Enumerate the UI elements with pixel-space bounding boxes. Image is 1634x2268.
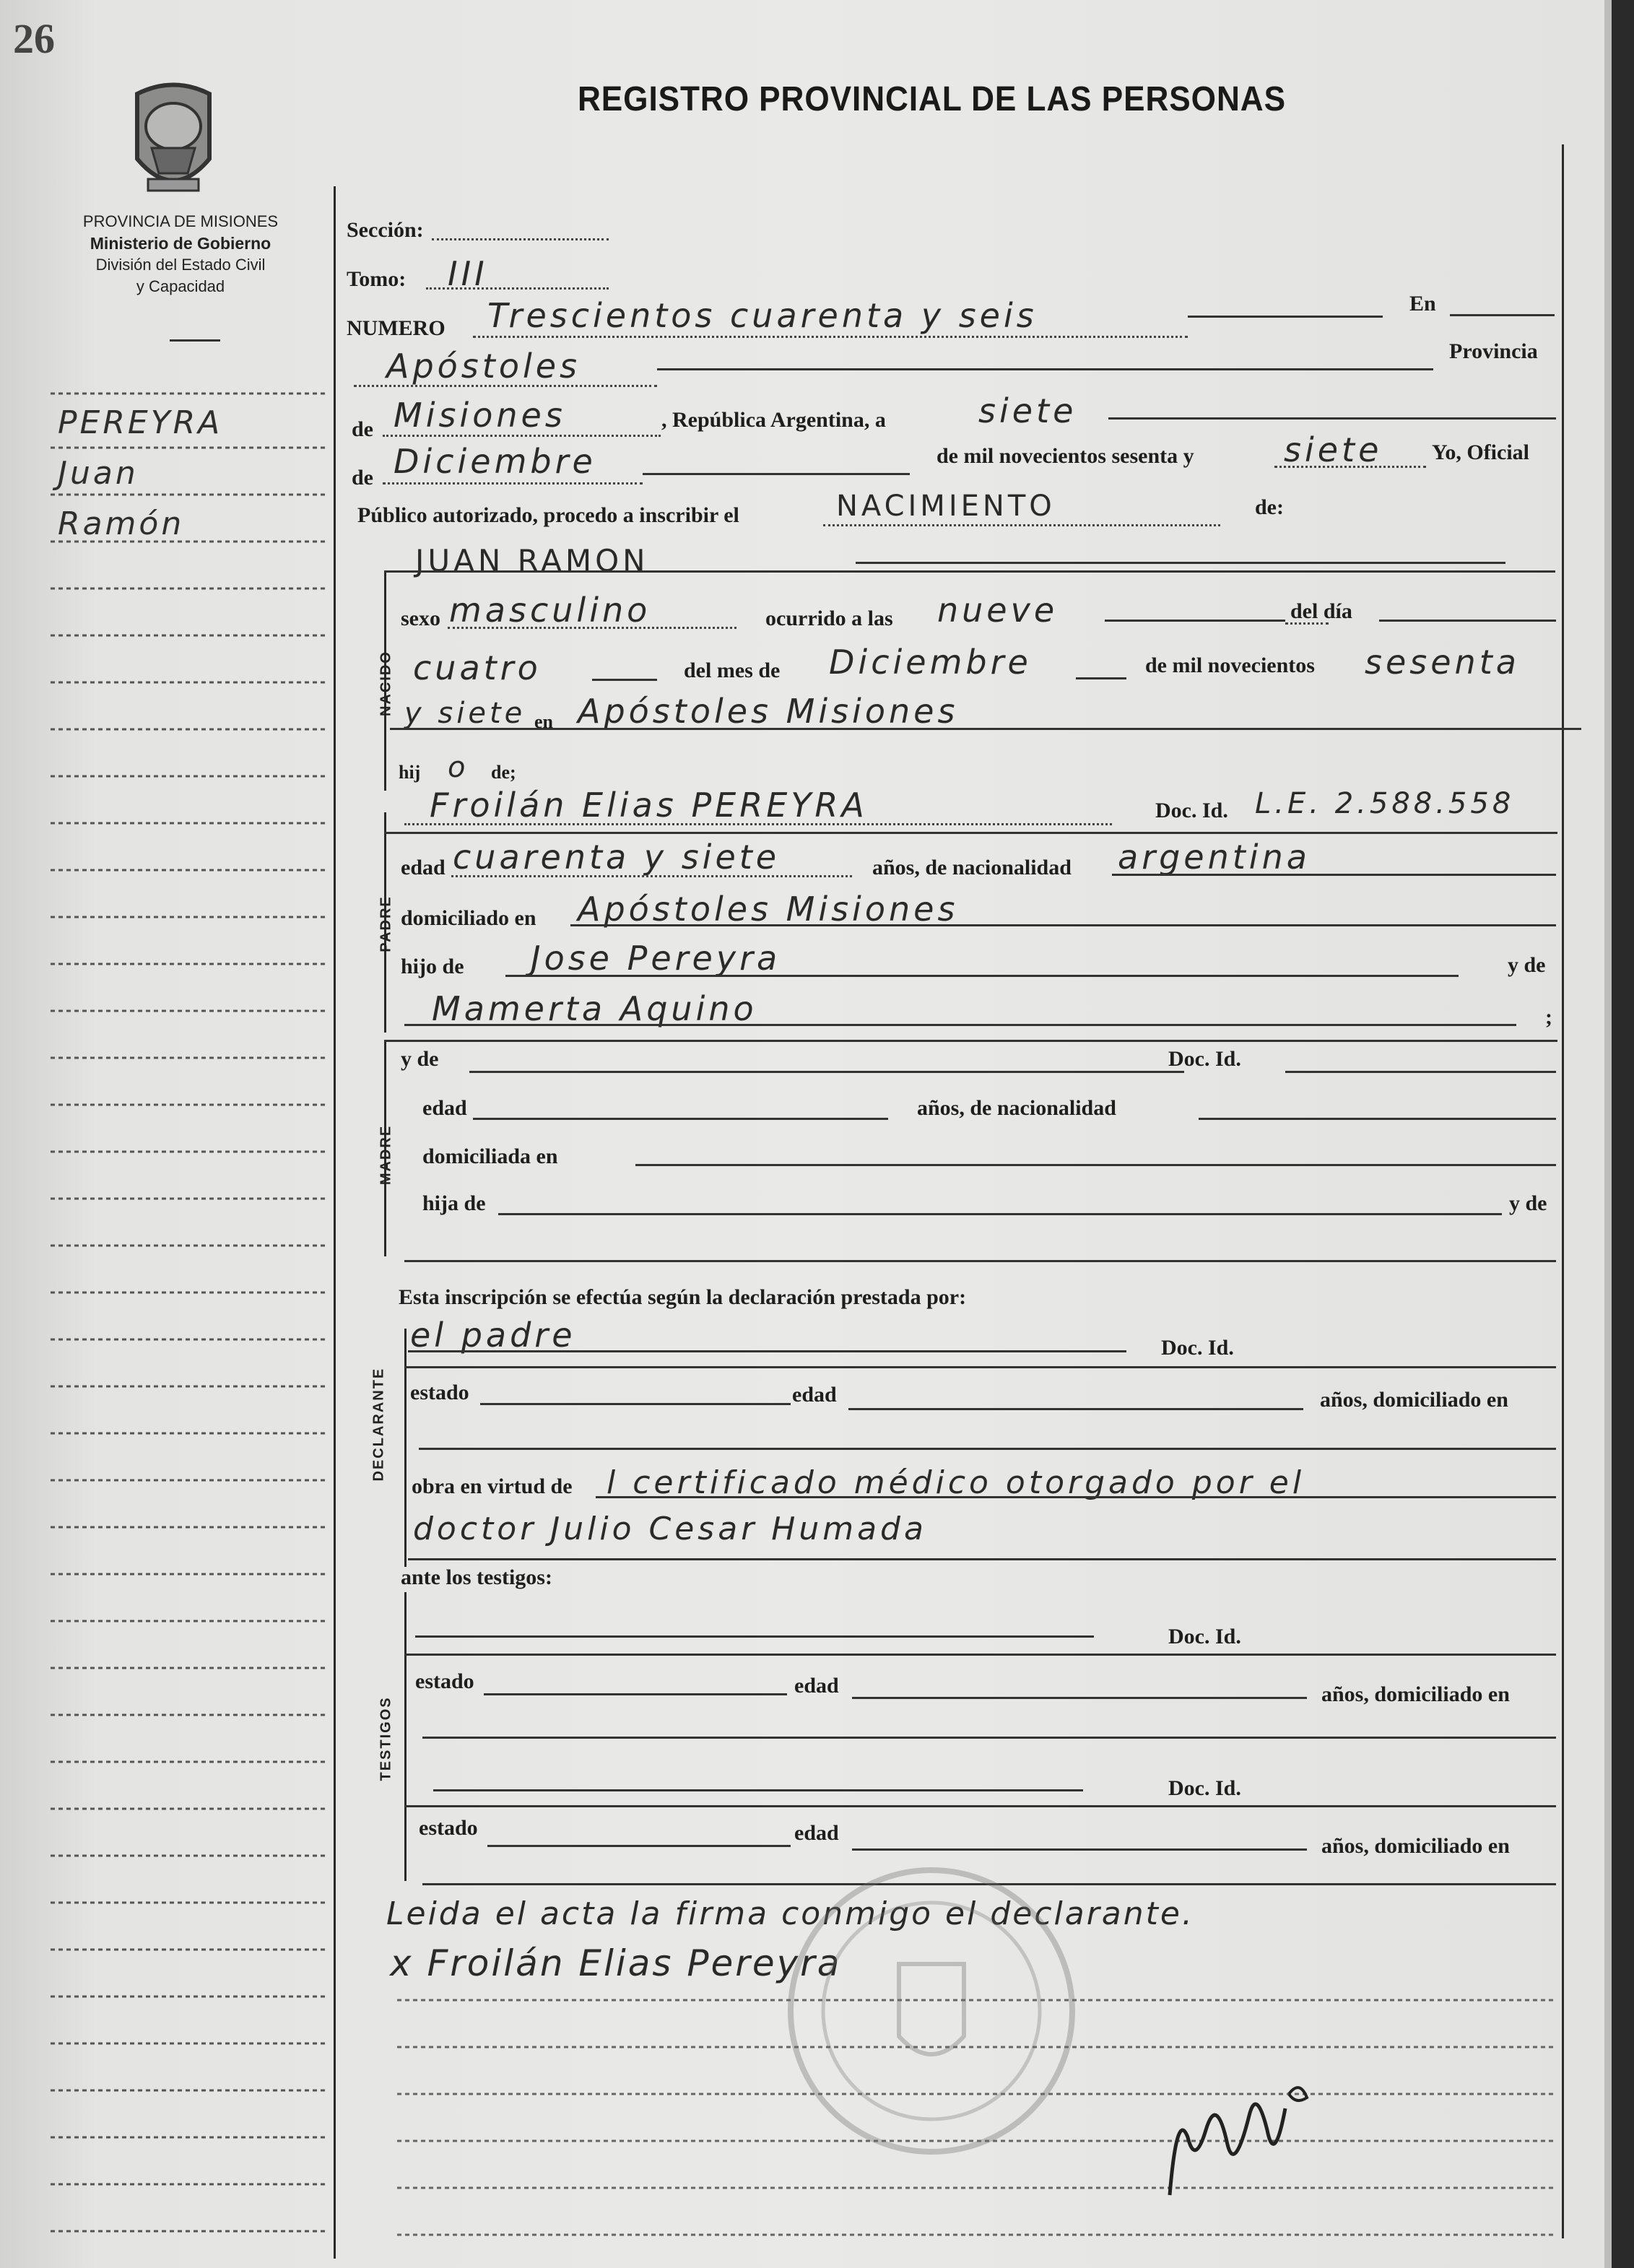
lugar-nac-line [390,728,1581,730]
madre-edad-line [473,1118,888,1120]
label-y-de-madre: y de [401,1047,439,1071]
estado-testigo2-line [487,1845,791,1847]
domicilio-declarante-line [419,1448,1556,1450]
value-nombre: JUAN RAMON [415,543,649,578]
label-del-mes: del mes de [684,659,781,682]
label-sexo: sexo [401,607,440,630]
value-padre-nombre: Froilán Elias PEREYRA [430,786,868,825]
side-label-nacido: NACIDO [378,651,394,716]
label-edad-testigo2: edad [794,1821,839,1845]
seccion-dots [432,238,609,240]
label-de-semicolon: de; [491,762,516,783]
madre-top-line [384,1040,1557,1042]
mes-acta-dots [383,482,643,485]
label-numero: NUMERO [347,316,446,340]
label-ante: ante los testigos: [401,1565,552,1589]
abuelo-line [505,975,1459,977]
obra-line-1 [596,1496,1556,1498]
side-label-testigos: TESTIGOS [378,1696,394,1781]
padre-nombre-dots [404,823,1112,825]
label-doc-declarante: Doc. Id. [1161,1336,1234,1360]
madre-domicilio-line [635,1164,1556,1166]
testigo2-top-line [404,1805,1556,1807]
value-padre-doc: L.E. 2.588.558 [1255,787,1515,820]
tomo-dots [426,287,609,290]
binding-shadow [1612,0,1634,2268]
padre-edad-dots [451,875,852,877]
localidad-line [657,368,1433,370]
madre-nac-line [1199,1118,1556,1120]
declarante-top-line [404,1366,1556,1368]
madre-bottom-line [404,1260,1556,1262]
margin-separator [334,186,336,2259]
value-provincia: Misiones [394,396,566,435]
label-anos-dom-declarante: años, domiciliado en [1320,1388,1508,1412]
label-semicolon: ; [1545,1005,1552,1029]
value-localidad: Apóstoles [386,347,581,386]
label-domiciliada: domiciliada en [422,1144,558,1168]
testigos-bracket [404,1592,407,1881]
label-doc-madre: Doc. Id. [1168,1047,1241,1071]
margin-second-name: Ramón [58,505,185,542]
label-estado-testigo1: estado [415,1669,474,1693]
label-hijo-de: hijo de [401,955,464,978]
value-cierre-2: x Froilán Elias Pereyra [390,1942,842,1984]
coat-of-arms-logo [119,79,227,202]
nacido-top-line [384,570,1555,573]
right-border [1562,144,1564,2238]
label-de-1: de [352,417,373,441]
provincia-dots [383,435,661,437]
label-doc-testigo2: Doc. Id. [1168,1776,1241,1800]
label-publico: Público autorizado, procedo a inscribir el [357,503,739,527]
label-en-small: en [534,711,553,732]
anio-acta-dots [1274,466,1426,468]
label-y-de-padre: y de [1508,953,1546,977]
issuer-line-1: PROVINCIA DE MISIONES [82,212,279,230]
label-anos-dom-testigo1: años, domiciliado en [1321,1682,1510,1706]
issuer-line-3: División del Estado Civil [95,256,266,274]
label-del-dia: del día [1290,599,1352,623]
label-doc-testigo1: Doc. Id. [1168,1625,1241,1648]
side-label-madre: MADRE [378,1124,394,1186]
numero-dots [473,336,1188,338]
side-label-declarante: DECLARANTE [370,1367,387,1482]
edad-declarante-line [848,1408,1303,1410]
hora-line [1105,620,1285,622]
value-abuela: Mamerta Aquino [432,989,757,1028]
label-y-de-madre-2: y de [1509,1191,1547,1215]
tipo-acta-dots [823,524,1220,526]
value-obra-1: l certificado médico otorgado por el [607,1464,1305,1501]
hija-de-line [498,1213,1502,1215]
margin-first-name: Juan [58,455,139,492]
value-mes-nac: Diciembre [829,643,1032,682]
obra-line-2 [408,1558,1556,1560]
value-anio-nac-a: sesenta [1365,643,1520,682]
value-anio-nac-b: y siete [404,697,526,730]
value-anio-acta: siete [1284,430,1383,469]
label-tomo: Tomo: [347,267,407,291]
label-yo-oficial: Yo, Oficial [1432,440,1529,464]
value-padre-domicilio: Apóstoles Misiones [578,890,959,929]
declarante-line [408,1350,1126,1352]
label-hija-de: hija de [422,1191,486,1215]
madre-nombre-line [469,1071,1184,1073]
del-dia-line [1379,620,1556,622]
label-anos-dom-testigo2: años, domiciliado en [1321,1834,1510,1858]
estado-testigo1-line [484,1693,787,1695]
label-mil-novecientos: de mil novecientos [1145,653,1315,677]
value-dia-nac: cuatro [413,648,542,687]
testigo1-line [415,1635,1094,1638]
label-hij: hij [399,762,421,783]
domicilio-testigo1-line [422,1737,1556,1739]
label-en: En [1409,292,1436,316]
label-mil-sesenta: de mil novecientos sesenta y [936,444,1194,468]
dia-nac-line [592,679,657,681]
value-numero: Trescientos cuarenta y seis [487,296,1038,335]
value-padre-nacionalidad: argentina [1118,838,1311,877]
margin-surname: PEREYRA [58,404,223,441]
official-signature [1148,2065,1321,2210]
side-label-padre: PADRE [378,895,394,952]
nombre-line [856,562,1505,564]
value-abuelo: Jose Pereyra [531,939,781,978]
edad-testigo1-line [852,1697,1307,1699]
value-obra-2: doctor Julio Cesar Humada [413,1511,927,1547]
label-republica: , República Argentina, a [661,408,886,432]
value-hij-suffix: o [448,751,469,784]
official-stamp [780,1856,1083,2166]
value-padre-edad: cuarenta y siete [453,838,781,877]
value-sexo: masculino [449,591,651,630]
nacionalidad-line [1112,874,1556,876]
label-anos-nac: años, de nacionalidad [872,856,1072,879]
value-hora: nueve [937,591,1059,630]
label-ocurrido: ocurrido a las [765,607,893,630]
issuer-divider [170,339,220,342]
value-tomo: III [448,254,488,293]
value-dia-acta: siete [978,391,1077,430]
estado-declarante-line [480,1403,791,1405]
value-declarante: el padre [410,1316,576,1355]
value-cierre-1: Leida el acta la firma conmigo el declarante. [386,1895,1194,1932]
issuer-block [29,211,332,297]
label-obra: obra en virtud de [412,1474,573,1498]
label-edad-declarante: edad [792,1383,837,1407]
numero-line [1188,316,1383,318]
label-doc-padre: Doc. Id. [1155,799,1228,822]
edad-testigo2-line [852,1848,1307,1851]
label-estado-testigo2: estado [419,1816,478,1840]
label-de-2: de [352,466,373,490]
dia-acta-line [1108,417,1556,420]
abuela-line [404,1024,1516,1026]
page-number: 26 [13,15,55,62]
value-tipo-acta: NACIMIENTO [836,490,1056,523]
mes-acta-line [643,473,910,475]
madre-doc-line [1285,1071,1556,1073]
issuer-line-2: Ministerio de Gobierno [90,234,271,253]
localidad-dots [354,385,657,387]
testigo1-top-line [404,1654,1556,1656]
testigo2-line [433,1789,1083,1791]
margin-lines-svg [51,361,332,2253]
margin-ruled-lines [51,361,332,2256]
label-edad-madre: edad [422,1096,467,1120]
label-edad-padre: edad [401,856,446,879]
label-domiciliado-padre: domiciliado en [401,906,536,930]
label-provincia: Provincia [1449,339,1538,363]
label-anos-nac-madre: años, de nacionalidad [917,1096,1116,1120]
issuer-line-4: y Capacidad [136,277,225,295]
sexo-dots [448,627,736,629]
declarante-bracket [404,1329,407,1567]
binding-edge [1604,0,1612,2268]
value-mes-acta: Diciembre [394,442,596,481]
value-lugar-nac: Apóstoles Misiones [578,692,959,731]
label-de-colon: de: [1255,495,1284,519]
label-edad-testigo1: edad [794,1674,839,1698]
label-seccion: Sección: [347,218,424,242]
en-line [1450,314,1555,316]
padre-domicilio-line [570,924,1556,926]
padre-top-line [384,832,1557,834]
label-estado-declarante: estado [410,1381,469,1404]
mes-nac-line [1076,677,1126,679]
page-title: REGISTRO PROVINCIAL DE LAS PERSONAS [578,80,1286,118]
label-inscripcion: Esta inscripción se efectúa según la declaración prestada por: [399,1285,967,1309]
